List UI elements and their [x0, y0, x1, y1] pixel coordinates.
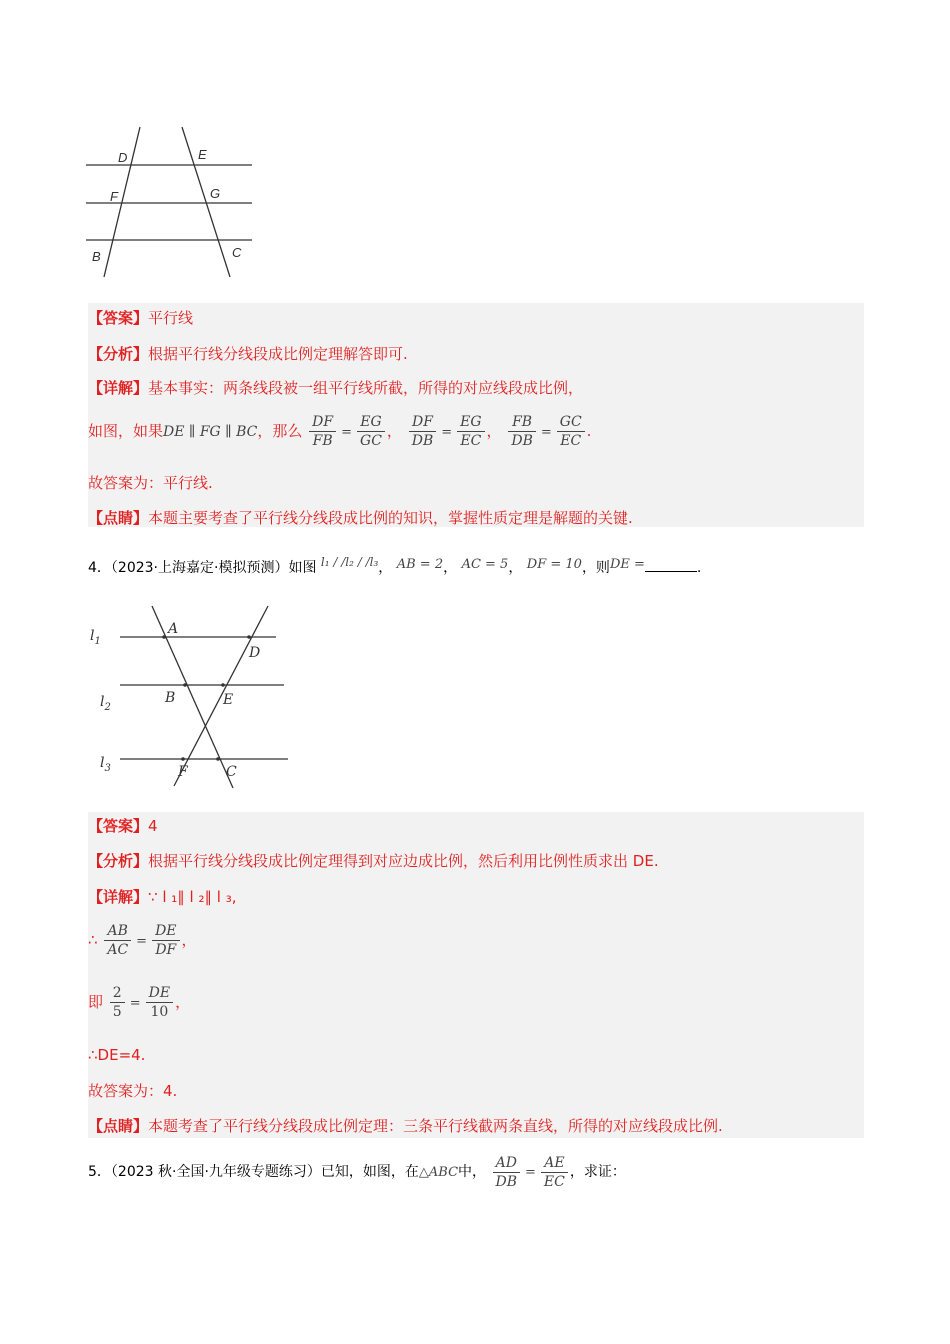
fraction: $\frac{DF}{FB}$	[309, 413, 336, 450]
q4-comment: 【点睛】本题考查了平行线分线段成比例定理：三条平行线截两条直线，所得的对应线段成比例.	[88, 1117, 723, 1135]
fraction: $\frac{EG}{GC}$	[357, 413, 385, 450]
q4-proportion: ∴ $\frac{AB}{AC}$ = $\frac{DE}{DF}$ ，	[88, 923, 197, 958]
fraction: $\frac{DF}{DB}$	[409, 413, 437, 450]
label-C: C	[226, 764, 237, 780]
q3-answer: 【答案】平行线	[88, 309, 194, 327]
label-D: D	[118, 150, 128, 165]
q4-answer: 【答案】4	[88, 817, 158, 835]
label-A: A	[168, 621, 179, 637]
label-l2: $l_2$	[100, 694, 111, 713]
q4-result: ∴DE=4.	[88, 1046, 146, 1064]
figure-parallel-lines-1	[84, 122, 264, 282]
answer-blank	[645, 557, 697, 572]
label-l3: $l_3$	[100, 755, 111, 774]
label-F: F	[110, 189, 118, 204]
fraction: $\frac{2}{5}$	[110, 984, 125, 1021]
label-l1: $l_1$	[90, 628, 101, 647]
q3-solution-block	[88, 303, 864, 527]
q4-substitution: 即 $\frac{2}{5}$ = $\frac{DE}{10}$ ，	[88, 985, 191, 1020]
fraction: $\frac{AE}{EC}$	[541, 1154, 568, 1191]
label-C: C	[232, 245, 242, 260]
q4-question: 4．（2023·上海嘉定·模拟预测）如图 l₁ / /l₂ / /l₃， AB = 2， AC = 5， DF = 10，则DE = .	[88, 555, 702, 576]
label-F: F	[178, 764, 188, 780]
q5-question: 5．（2023 秋·全国·九年级专题练习）已知，如图，在△ABC中， $\frac{AD}{DB}$ = $\frac{AE}{EC}$ ，求证：	[88, 1154, 626, 1190]
label-E: E	[198, 147, 207, 162]
fraction: $\frac{DE}{10}$	[146, 984, 173, 1021]
fraction: $\frac{AB}{AC}$	[104, 922, 131, 959]
fraction: $\frac{FB}{DB}$	[508, 413, 536, 450]
q4-analysis: 【分析】根据平行线分线段成比例定理得到对应边成比例，然后利用比例性质求出 DE.	[88, 852, 659, 870]
label-D: D	[249, 645, 261, 661]
label-E: E	[223, 692, 234, 708]
fraction: $\frac{AD}{DB}$	[493, 1154, 521, 1191]
q3-conclusion: 故答案为：平行线.	[88, 474, 213, 492]
q3-comment: 【点睛】本题主要考查了平行线分线段成比例的知识，掌握性质定理是解题的关键.	[88, 509, 633, 527]
fraction: $\frac{EG}{EC}$	[457, 413, 484, 450]
q4-solution-block	[88, 812, 864, 1138]
q4-conclusion: 故答案为：4.	[88, 1082, 178, 1100]
q3-detail: 【详解】基本事实：两条线段被一组平行线所截，所得的对应线段成比例，	[88, 379, 584, 397]
label-G: G	[210, 186, 221, 201]
figure-parallel-lines-2	[88, 600, 298, 800]
q4-detail: 【详解】∵ l ₁∥ l ₂∥ l ₃,	[88, 888, 237, 906]
q3-analysis: 【分析】根据平行线分线段成比例定理解答即可.	[88, 345, 408, 363]
q3-proportion-line: 如图，如果DE ∥ FG ∥ BC，那么 $\frac{DF}{FB}$ = $\frac{EG}{GC}$ ， $\frac{DF}{DB}$ = $\frac{EG}{EC}$ ， $\frac{FB}{DB}$ = $\frac{GC}{EC}$ .	[88, 414, 592, 449]
fraction: $\frac{GC}{EC}$	[557, 413, 585, 450]
label-B: B	[92, 249, 101, 264]
label-B: B	[165, 690, 176, 706]
fraction: $\frac{DE}{DF}$	[152, 922, 179, 959]
